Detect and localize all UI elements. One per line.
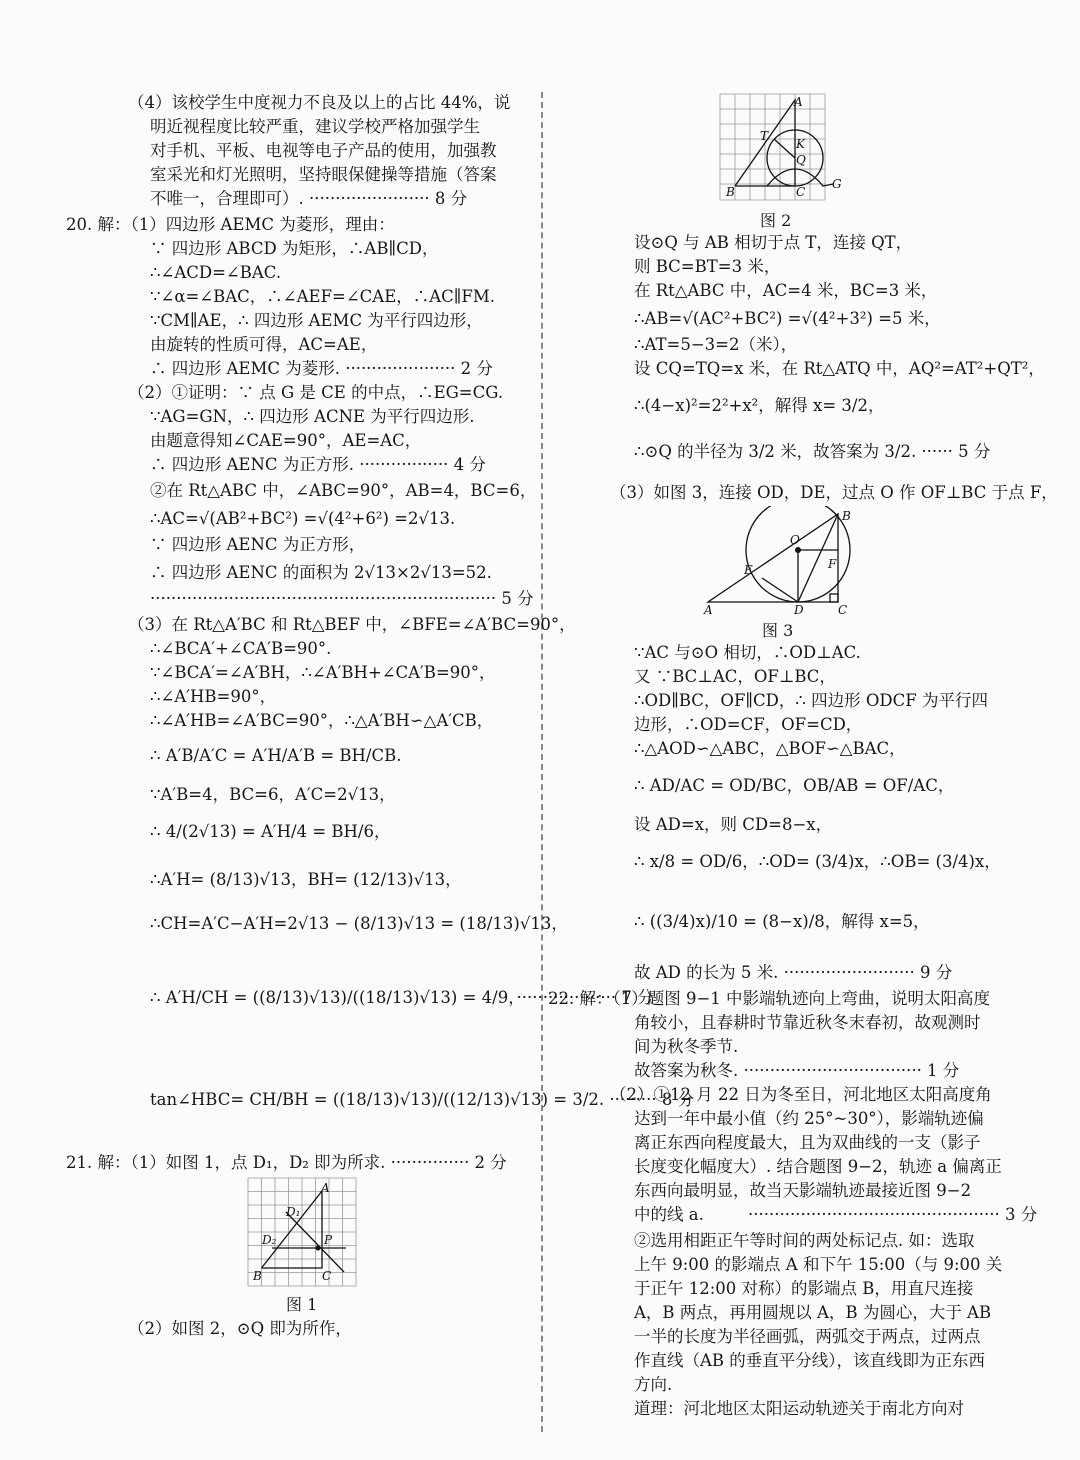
text-line: （3）在 Rt△A′BC 和 Rt△BEF 中，∠BFE=∠A′BC=90°，: [128, 615, 576, 634]
text-line: 设⊙Q 与 AB 相切于点 T，连接 QT，: [634, 233, 913, 252]
text-line: 边形，∴OD=CF，OF=CD，: [634, 715, 863, 734]
fig2-label: G: [832, 177, 842, 191]
question-20-heading: 20. 解：（1）四边形 AEMC 为菱形，理由：: [66, 215, 395, 234]
fig1-label: P: [324, 1233, 333, 1247]
text-line: ·································································· 5 分: [150, 589, 534, 608]
score-line: ················································ 3 分: [748, 1205, 1038, 1224]
fig2-label: C: [796, 185, 806, 199]
text-line: ∴AT=5−3=2（米），: [634, 335, 798, 354]
text-line: 由旋转的性质可得，AC=AE，: [150, 335, 378, 354]
fig2-label: A: [794, 95, 803, 109]
text-line: 离正东西向程度最大，且为双曲线的一支（影子: [634, 1133, 981, 1152]
text-line: 在 Rt△ABC 中，AC=4 米，BC=3 米，: [634, 281, 938, 300]
column-divider: [541, 92, 543, 1432]
text-line: ∵AC 与⊙O 相切，∴OD⊥AC.: [634, 643, 861, 662]
text-line: （4）该校学生中度视力不良及以上的占比 44%，说: [128, 93, 511, 112]
text-line: ∴ AD/AC = OD/BC，OB/AB = OF/AC，: [634, 776, 955, 795]
text-line: ∴ ((3/4)x)/10 = (8−x)/8，解得 x=5，: [634, 912, 930, 931]
figure-1-caption: 图 1: [286, 1295, 318, 1314]
text-line: （2）①证明：∵ 点 G 是 CE 的中点，∴EG=CG.: [128, 383, 504, 402]
fig3-label: C: [838, 603, 848, 617]
text-line: 明近视程度比较严重，建议学校严格加强学生: [150, 117, 480, 136]
text-line: ∴∠A′HB=90°，: [150, 687, 277, 706]
text-line: 达到一年中最小值（约 25°~30°），影端轨迹偏: [634, 1109, 984, 1128]
text-line: 长度变化幅度大）. 结合题图 9−2，轨迹 a 偏离正: [634, 1157, 1002, 1176]
fig2-label: K: [796, 137, 805, 151]
text-line: ∴∠ACD=∠BAC.: [150, 263, 282, 282]
text-line: ∴AB=√(AC²+BC²) =√(4²+3²) =5 米，: [634, 309, 941, 328]
text-line: ∴ A′H/CH = ((8/13)√13)/((18/13)√13) = 4/9，··················· 7 分: [150, 988, 654, 1007]
figure-3-caption: 图 3: [762, 621, 794, 640]
fig2-label: T: [760, 129, 769, 143]
text-line: ∴CH=A′C−A′H=2√13 − (8/13)√13 = (18/13)√13，: [150, 914, 568, 933]
text-line: ∵ 四边形 AENC 为正方形，: [150, 535, 366, 554]
fig3-label: B: [842, 509, 851, 523]
text-line: 角较小，且春耕时节靠近秋冬末春初，故观测时: [634, 1013, 981, 1032]
text-line: 对手机、平板、电视等电子产品的使用，加强教: [150, 141, 497, 160]
text-line: 设 CQ=TQ=x 米，在 Rt△ATQ 中，AQ²=AT²+QT²，: [634, 359, 1045, 378]
text-line: 方向.: [634, 1375, 673, 1394]
text-line: 则 BC=BT=3 米，: [634, 257, 781, 276]
text-line: ∴△AOD∽△ABC，△BOF∽△BAC，: [634, 739, 906, 758]
text-line: ∴ 4/(2√13) = A′H/4 = BH/6，: [150, 822, 391, 841]
text-line: 故 AD 的长为 5 米. ························· 9 分: [634, 963, 953, 982]
fig1-label: B: [253, 1269, 262, 1283]
text-line: ∴∠BCA′+∠CA′B=90°.: [150, 639, 332, 658]
fig3-label: O: [790, 533, 800, 547]
text-line: tan∠HBC= CH/BH = ((18/13)√13)/((12/13)√13) = 3/2. ········· 8 分: [150, 1090, 695, 1109]
fig2-label: Q: [796, 153, 806, 167]
text-line: A，B 两点，再用圆规以 A，B 为圆心，大于 AB: [634, 1303, 992, 1322]
text-line: ∵∠BCA′=∠A′BH，∴∠A′BH+∠CA′B=90°，: [150, 663, 496, 682]
text-line: ∴ A′B/A′C = A′H/A′B = BH/CB.: [150, 746, 402, 765]
fig3-label: A: [704, 603, 713, 617]
text-line: 室采光和灯光照明，坚持眼保健操等措施（答案: [150, 165, 497, 184]
text-line: ∵CM∥AE，∴ 四边形 AEMC 为平行四边形，: [150, 311, 483, 330]
text-line: 由题意得知∠CAE=90°，AE=AC，: [150, 431, 422, 450]
text-line: 一半的长度为半径画弧，两弧交于两点，过两点: [634, 1327, 981, 1346]
text-line: ∴AC=√(AB²+BC²) =√(4²+6²) =2√13.: [150, 509, 456, 528]
text-line: ∴ 四边形 AENC 为正方形. ················· 4 分: [150, 455, 486, 474]
text-line: ∵∠α=∠BAC，∴∠AEF=∠CAE，∴AC∥FM.: [150, 287, 496, 306]
text-line: ∴ 四边形 AEMC 为菱形. ····················· 2 分: [150, 359, 493, 378]
text-line: ②在 Rt△ABC 中，∠ABC=90°，AB=4，BC=6，: [150, 481, 537, 500]
fig1-label: C: [322, 1269, 332, 1283]
text-line: 故答案为秋冬. ·································· 1 分: [634, 1061, 960, 1080]
fig3-label: F: [828, 557, 837, 571]
text-line: 间为秋冬季节.: [634, 1037, 739, 1056]
figure-1-grid: [246, 1176, 358, 1288]
text-line: （3）如图 3，连接 OD，DE，过点 O 作 OF⊥BC 于点 F，: [610, 483, 1058, 502]
text-line: ∴ 四边形 AENC 的面积为 2√13×2√13=52.: [150, 563, 492, 582]
text-line: ∵ 四边形 ABCD 为矩形，∴AB∥CD，: [150, 239, 439, 258]
figure-2-grid: [718, 92, 848, 204]
question-22-heading: 22. 解：（1）题图 9−1 中影端轨迹向上弯曲，说明太阳高度: [548, 989, 991, 1008]
text-line: ∴(4−x)²=2²+x²，解得 x= 3/2，: [634, 396, 885, 415]
fig3-label: E: [744, 563, 753, 577]
text-line: ∴ x/8 = OD/6，∴OD= (3/4)x，∴OB= (3/4)x，: [634, 852, 1001, 871]
text-line: ∵A′B=4，BC=6，A′C=2√13，: [150, 785, 396, 804]
text-line: ∴OD∥BC，OF∥CD，∴ 四边形 ODCF 为平行四: [634, 691, 988, 710]
fig2-label: B: [726, 185, 735, 199]
text-line: （2）①12 月 22 日为冬至日，河北地区太阳高度角: [610, 1085, 992, 1104]
fig3-label: D: [794, 603, 804, 617]
fig1-label: D₁: [286, 1205, 301, 1219]
text-line: 不唯一，合理即可）. ······················· 8 分: [150, 189, 468, 208]
text-line: 中的线 a.: [634, 1205, 704, 1224]
figure-3-diagram: [698, 506, 868, 618]
text-line: 上午 9:00 的影端点 A 和下午 15:00（与 9:00 关: [634, 1255, 1003, 1274]
text-line: ∴A′H= (8/13)√13，BH= (12/13)√13，: [150, 870, 462, 889]
text-line: ∵AG=GN，∴ 四边形 ACNE 为平行四边形.: [150, 407, 475, 426]
text-line: ∴⊙Q 的半径为 3/2 米，故答案为 3/2. ······ 5 分: [634, 442, 991, 461]
figure-2-caption: 图 2: [760, 211, 792, 230]
text-line: 东西向最明显，故当天影端轨迹最接近图 9−2: [634, 1181, 972, 1200]
question-21-heading: 21. 解：（1）如图 1，点 D₁，D₂ 即为所求. ··············· 2 分: [66, 1153, 507, 1172]
text-line: 设 AD=x，则 CD=8−x，: [634, 815, 833, 834]
text-line: 于正午 12:00 对称）的影端点 B，用直尺连接: [634, 1279, 974, 1298]
text-line: 作直线（AB 的垂直平分线），该直线即为正东西: [634, 1351, 986, 1370]
text-line: ∴∠A′HB=∠A′BC=90°，∴△A′BH∽△A′CB，: [150, 711, 494, 730]
text-line: 道理：河北地区太阳运动轨迹关于南北方向对: [634, 1399, 964, 1418]
fig1-label: D₂: [262, 1233, 277, 1247]
text-line: 又 ∵BC⊥AC，OF⊥BC，: [634, 667, 836, 686]
fig1-label: A: [321, 1181, 330, 1195]
text-line: （2）如图 2，⊙Q 即为所作，: [128, 1319, 352, 1338]
text-line: ②选用相距正午等时间的两处标记点. 如：选取: [634, 1231, 975, 1250]
